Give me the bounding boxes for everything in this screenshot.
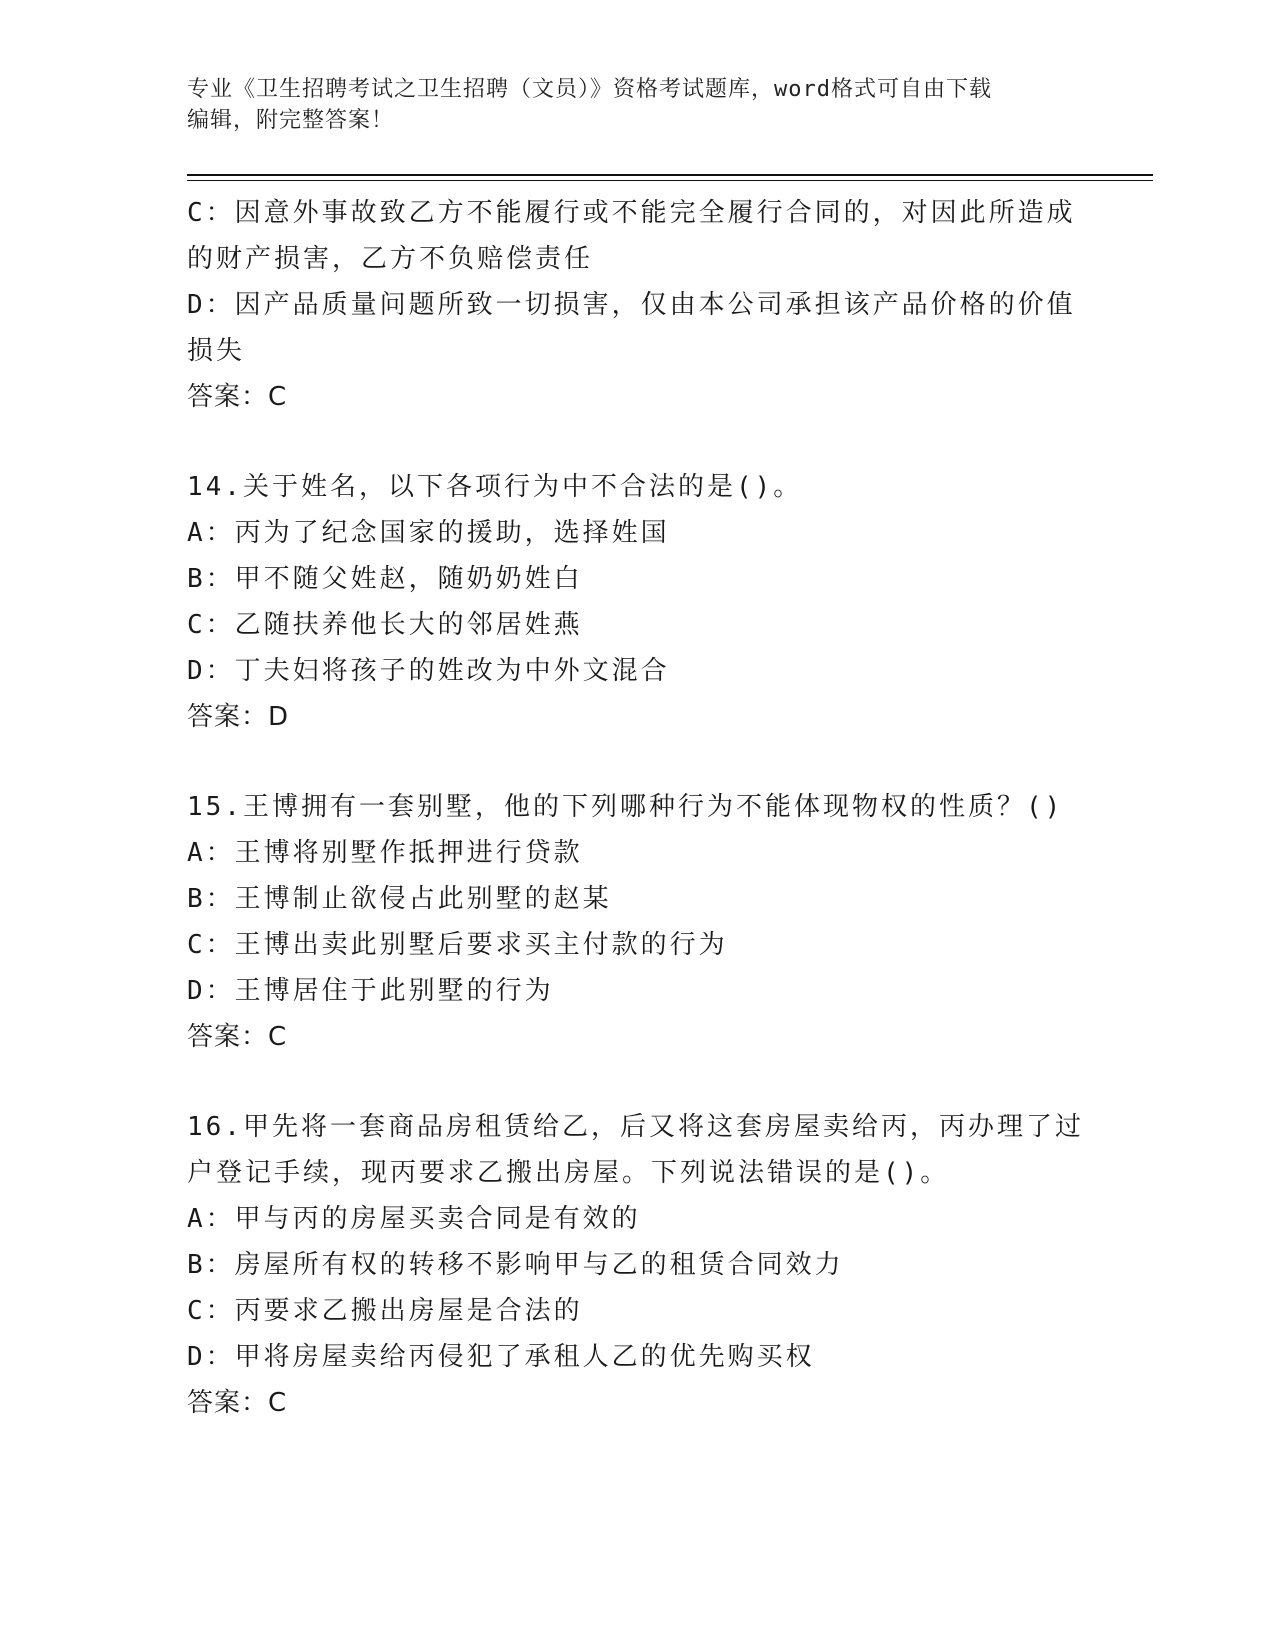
question-list [187, 190, 1087, 1426]
question-15 [187, 784, 1087, 1060]
question-stem-continued: 户登记手续，现丙要求乙搬出房屋。下列说法错误的是()。 [187, 1158, 950, 1188]
header-line-2: 编辑，附完整答案！ [187, 108, 395, 133]
header-rule-thin [187, 180, 1153, 181]
question-13-continued [187, 190, 1087, 420]
answer: 答案：D [187, 702, 290, 732]
option-c: C：乙随扶养他长大的邻居姓燕 [187, 610, 583, 640]
option-c-continued: 的财产损害，乙方不负赔偿责任 [187, 244, 594, 274]
header-rule-thick [187, 174, 1153, 176]
option-d: D：甲将房屋卖给丙侵犯了承租人乙的优先购买权 [187, 1342, 815, 1372]
question-stem: 16.甲先将一套商品房租赁给乙，后又将这套房屋卖给丙，丙办理了过 [187, 1112, 1084, 1142]
option-d: D：王博居住于此别墅的行为 [187, 976, 554, 1006]
option-d-continued: 损失 [187, 336, 246, 366]
option-c: C：王博出卖此别墅后要求买主付款的行为 [187, 930, 728, 960]
question-16 [187, 1104, 1087, 1426]
option-c: C：因意外事故致乙方不能履行或不能完全履行合同的，对因此所造成 [187, 198, 1076, 228]
question-14 [187, 464, 1087, 740]
question-stem: 14.关于姓名，以下各项行为中不合法的是()。 [187, 472, 803, 502]
answer: 答案：C [187, 1022, 288, 1052]
answer: 答案：C [187, 382, 288, 412]
option-a: A：丙为了纪念国家的援助，选择姓国 [187, 518, 670, 548]
option-b: B：王博制止欲侵占此别墅的赵某 [187, 884, 612, 914]
option-b: B：甲不随父姓赵，随奶奶姓白 [187, 564, 583, 594]
option-c: C：丙要求乙搬出房屋是合法的 [187, 1296, 583, 1326]
document-header [187, 74, 1067, 136]
option-b: B：房屋所有权的转移不影响甲与乙的租赁合同效力 [187, 1250, 844, 1280]
answer: 答案：C [187, 1388, 288, 1418]
header-line-1: 专业《卫生招聘考试之卫生招聘（文员）》资格考试题库，word格式可自由下载 [187, 77, 992, 102]
option-a: A：王博将别墅作抵押进行贷款 [187, 838, 583, 868]
question-stem: 15.王博拥有一套别墅，他的下列哪种行为不能体现物权的性质？() [187, 792, 1064, 822]
option-d: D：丁夫妇将孩子的姓改为中外文混合 [187, 656, 670, 686]
option-a: A：甲与丙的房屋买卖合同是有效的 [187, 1204, 641, 1234]
option-d: D：因产品质量问题所致一切损害，仅由本公司承担该产品价格的价值 [187, 290, 1076, 320]
